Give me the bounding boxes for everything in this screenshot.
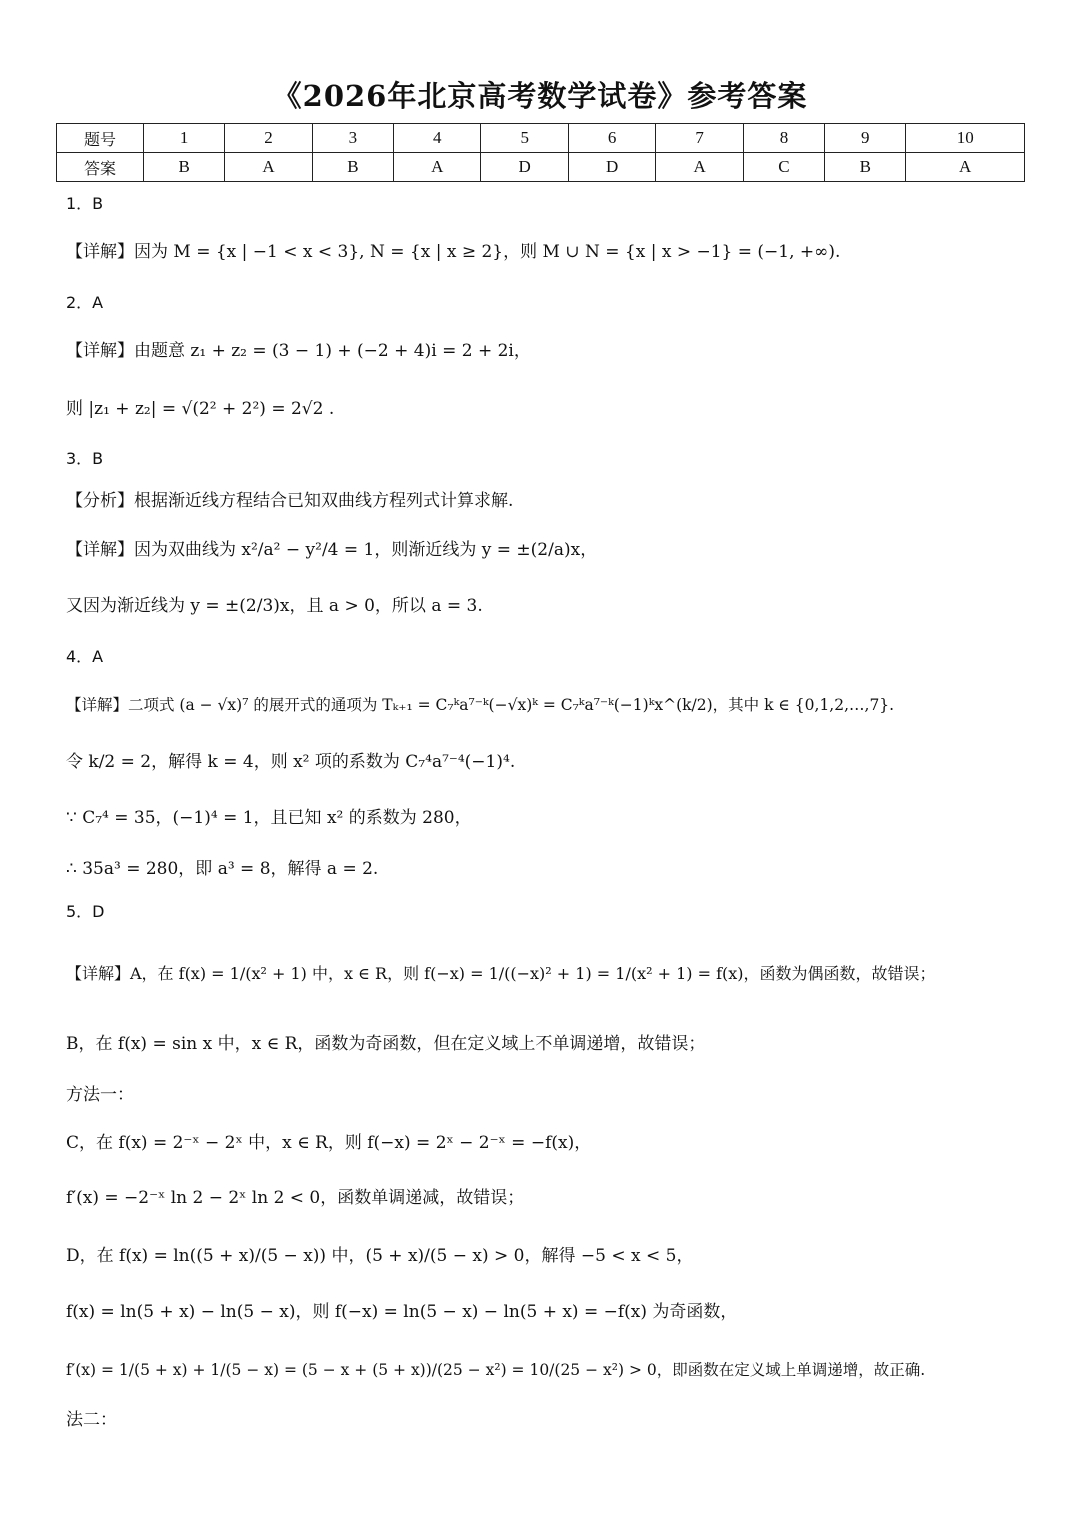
question-number: 10 <box>906 124 1025 153</box>
question-number: 3 <box>312 124 393 153</box>
solution-line: B，在 f(x) = sin x 中，x ∈ R，函数为奇函数，但在定义域上不单调递增，故错误； <box>66 1034 706 1054</box>
question-number: 7 <box>656 124 743 153</box>
solution-line: 则 |z₁ + z₂| = √(2² + 2²) = 2√2 . <box>66 399 335 419</box>
answer-heading-5: 5．D <box>66 902 105 921</box>
question-number: 6 <box>568 124 655 153</box>
row-header-answer: 答案 <box>57 153 144 182</box>
solution-line: C，在 f(x) = 2⁻ˣ − 2ˣ 中，x ∈ R，则 f(−x) = 2ˣ − 2⁻ˣ = −f(x)， <box>66 1133 592 1153</box>
solution-line: 令 k/2 = 2，解得 k = 4，则 x² 项的系数为 C₇⁴a⁷⁻⁴(−1)⁴. <box>66 752 516 772</box>
answer-heading-3: 3．B <box>66 449 104 468</box>
answer-heading-2: 2．A <box>66 293 104 312</box>
answer-cell: D <box>481 153 568 182</box>
answer-table <box>56 123 1025 182</box>
solution-line: f(x) = ln(5 + x) − ln(5 − x)，则 f(−x) = ln(5 − x) − ln(5 + x) = −f(x) 为奇函数， <box>66 1302 738 1322</box>
solution-line: 【详解】二项式 (a − √x)⁷ 的展开式的通项为 Tₖ₊₁ = C₇ᵏa⁷⁻ᵏ(−√x)ᵏ = C₇ᵏa⁷⁻ᵏ(−1)ᵏx^(k/2)，其中 k ∈ {0,1,2,…,7}. <box>66 696 895 714</box>
solution-line: f′(x) = 1/(5 + x) + 1/(5 − x) = (5 − x + (5 + x))/(25 − x²) = 10/(25 − x²) > 0，即函数在定义域上单调递增，故正确. <box>66 1361 926 1379</box>
question-number: 8 <box>743 124 824 153</box>
page-title: 《2026年北京高考数学试卷》参考答案 <box>272 79 808 113</box>
answer-cell: A <box>394 153 481 182</box>
answer-cell: A <box>225 153 312 182</box>
solution-line: 【详解】A，在 f(x) = 1/(x² + 1) 中，x ∈ R，则 f(−x) = 1/((−x)² + 1) = 1/(x² + 1) = f(x)，函数为偶函数，故错误； <box>66 964 936 983</box>
answer-cell: B <box>144 153 225 182</box>
answer-heading-4: 4．A <box>66 647 104 666</box>
answer-heading-1: 1．B <box>66 194 104 213</box>
row-header-number: 题号 <box>57 124 144 153</box>
solution-line: 【详解】因为双曲线为 x²/a² − y²/4 = 1，则渐近线为 y = ±(2/a)x， <box>66 540 598 560</box>
answer-cell: A <box>906 153 1025 182</box>
solution-line: ∵ C₇⁴ = 35，(−1)⁴ = 1，且已知 x² 的系数为 280， <box>66 808 472 828</box>
solution-line: ∴ 35a³ = 280，即 a³ = 8，解得 a = 2. <box>66 859 379 879</box>
method-label: 方法一： <box>66 1085 134 1105</box>
answer-cell: B <box>825 153 906 182</box>
question-number-row <box>57 124 1025 153</box>
answer-row <box>57 153 1025 182</box>
answer-cell: B <box>312 153 393 182</box>
question-number: 9 <box>825 124 906 153</box>
answer-cell: C <box>743 153 824 182</box>
solution-line: f′(x) = −2⁻ˣ ln 2 − 2ˣ ln 2 < 0，函数单调递减，故错误； <box>66 1188 525 1208</box>
question-number: 1 <box>144 124 225 153</box>
solution-line: D，在 f(x) = ln((5 + x)/(5 − x)) 中，(5 + x)/(5 − x) > 0，解得 −5 < x < 5， <box>66 1246 694 1266</box>
analysis-line: 【分析】根据渐近线方程结合已知双曲线方程列式计算求解. <box>66 491 514 511</box>
solution-line: 【详解】因为 M = {x | −1 < x < 3}, N = {x | x ≥ 2}，则 M ∪ N = {x | x > −1} = (−1, +∞). <box>66 242 841 262</box>
method-label: 法二： <box>66 1410 117 1430</box>
question-number: 4 <box>394 124 481 153</box>
question-number: 2 <box>225 124 312 153</box>
answer-cell: D <box>568 153 655 182</box>
question-number: 5 <box>481 124 568 153</box>
solution-line: 又因为渐近线为 y = ±(2/3)x，且 a > 0，所以 a = 3. <box>66 596 483 616</box>
answer-cell: A <box>656 153 743 182</box>
solution-line: 【详解】由题意 z₁ + z₂ = (3 − 1) + (−2 + 4)i = 2 + 2i， <box>66 341 531 361</box>
